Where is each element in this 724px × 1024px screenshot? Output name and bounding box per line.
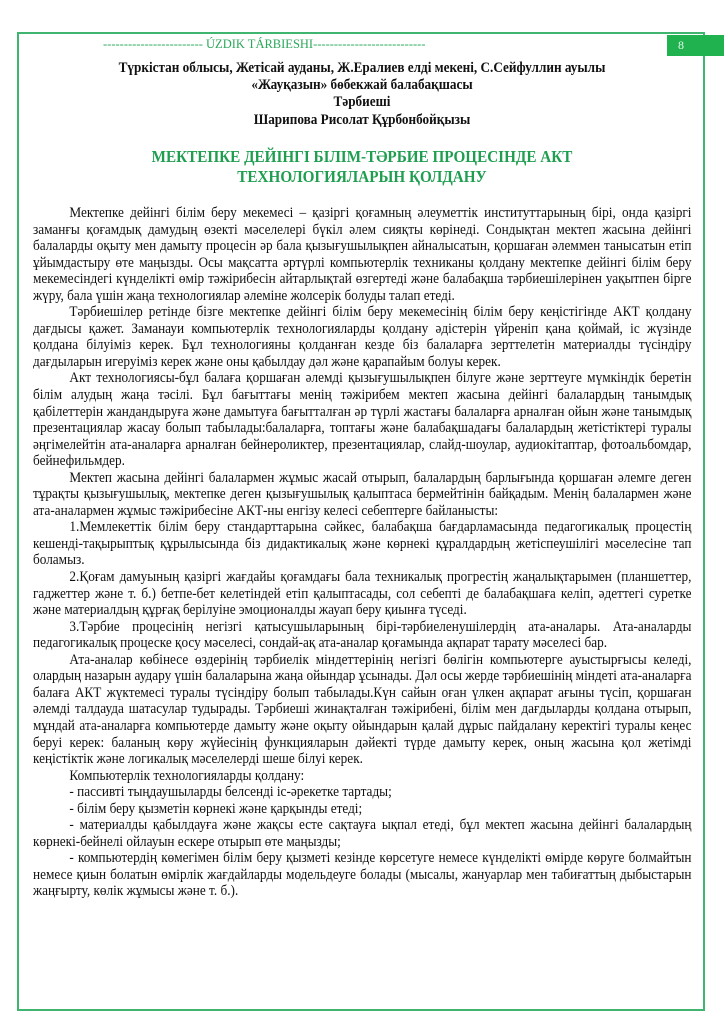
bullet-item: - материалды қабылдауға және жақсы есте сақтауға ықпал етеді, бұл мектеп жасына дейінгі балалардың көрнекі-бейнелі ойлауын ескере отырып өте маңызды; (33, 817, 692, 850)
affiliation-location: Түркістан облысы, Жетісай ауданы, Ж.Ералиев елді мекені, С.Сейфуллин ауылы (118, 60, 606, 76)
title-line-1: МЕКТЕПКЕ ДЕЙІНГІ БІЛІМ-ТӘРБИЕ ПРОЦЕСІНДЕ АКТ (151, 147, 573, 166)
bullet-item: - компьютердің көмегімен білім беру қызметі кезінде көрсетуге немесе күнделікті өмірде көруге болмайтын немесе қиын болатын өмірлік жағдайларды модельдеуге болады (мысалы, жануарлар мен табиғаттың дыбыстарын жаңғырту, көлік жұмысы және т. б.). (33, 850, 692, 900)
affiliation-institution: «Жауқазын» бөбекжай балабақшасы (251, 77, 473, 94)
title-line-2: ТЕХНОЛОГИЯЛАРЫН ҚОЛДАНУ (237, 167, 487, 186)
body-paragraph: Мектеп жасына дейінгі балалармен жұмыс жасай отырып, балалардың барлығында қоршаған әлемге деген тұрақты қызығушылық, мектепке деген қызығушылық қалыптаса бермейтінін байқадым. Менің балалармен және ата-аналармен жұмыс тәжірибесіне АКТ-ны енгізу келесі себептерге байланысты: (33, 469, 692, 519)
body-paragraph: Тәрбиешілер ретінде бізге мектепке дейінгі білім беру мекемесінің білім беру кеңістігінде АКТ қолдану дағдысы қажет. Заманауи компьютерлік технологияларды қолдану әдістерін үйреніп қана қоймай, іс жүзінде қолдана білуіміз керек. Бұл технологияны қолданған кезде біз балаларға зерттелетін материалды түсіндіру дағдыларын игеруіміз керек және оны қабылдау дәл және қарапайым болуы керек. (33, 304, 692, 370)
body-paragraph: Мектепке дейінгі білім беру мекемесі – қазіргі қоғамның әлеуметтік институттарының бірі, онда қазіргі заманғы қоғамдық дамудың өзекті мәселелері бүкіл әлем сияқты көрінеді. Сондықтан мектеп жасына дейінгі балаларды оқыту мен дамыту процесін әр бала қызығушылықпен айналысатын, қоршаған әлеммен танысатын етіп ұйымдастыру өте маңызды. Осы мақсатта әртүрлі компьютерлік техниканы қолдану мектепке дейінгі білім беру мекемесіндегі күнделікті өмір тәжірибесін айтарлықтай өзгертеді және балабақша тәрбиешілерінен уақытпен бірге жүру, бала үшін жаңа технологиялар әлеміне жолсерік болуды талап етеді. (33, 205, 692, 304)
numbered-item-2: 2.Қоғам дамуының қазіргі жағдайы қоғамдағы бала техникалық прогрестің жаңалықтарымен (планшеттер, гаджеттер және т. б.) бетпе-бет келетіндей етіп қалыптасады, сол себепті де балабақшаға келіп, әдеттегі суретке және материалдың құрғақ берілуіне эмоционалды жауап беру қиынға түседі. (33, 569, 692, 619)
page-number: 8 (678, 38, 684, 52)
numbered-item-3: 3.Тәрбие процесінің негізгі қатысушыларының бірі-тәрбиеленушілердің ата-аналары. Ата-аналарды педагогикалық процеске қосу мәселесі, сондай-ақ ата-аналар қоғамында ақпарат тарату мәселесі бар. (33, 618, 692, 652)
author-affiliation-block (53, 60, 671, 129)
running-header: ------------------------ ÚZDIK TÁRBIESHI--------------------------- (103, 37, 426, 51)
author-position: Тәрбиеші (333, 94, 391, 111)
body-paragraph: Акт технологиясы-бұл балаға қоршаған әлемді қызығушылықпен білуге және зерттеуге мүмкіндік беретін білім алудың жаңа тәсілі. Бұл бағыттағы менің тәжірибем мектеп жасына дейінгі балалардың танымдық қабілеттерін жандандыруға және дамытуға бағытталған әр түрлі жастағы балаларға арналған ойын және танымдық презентациялар жасау болып табылады:балаларға, топтағы және балабақшадағы балалардың жетістіктері туралы әңгімелейтін ата-аналарға арналған бейнероликтер, презентациялар, слайд-шоулар, аудиокітаптар, фотоальбомдар, бейнефильмдер. (33, 370, 692, 470)
author-name: Шарипова Рисолат Құрбонбойқызы (253, 111, 471, 128)
article-title (57, 147, 668, 187)
numbered-item-1: 1.Мемлекеттік білім беру стандарттарына сәйкес, балабақша бағдарламасында педагогикалық процестің кешенді-тақырыптық құрылысында біз дидактикалық және көрнекі құралдардың жетіспеушілігі мәселесіне тап боламыз. (33, 519, 692, 569)
body-paragraph: Ата-аналар көбінесе өздерінің тәрбиелік міндеттерінің негізгі бөлігін компьютерге ауыстырғысы келеді, олардың назарын аудару үшін балаларына жаңа ойындар ұсынады. Дәл осы жерде тәрбиешінің міндеті ата-аналарға балаға АКТ жүктемесі туралы түсіндіру болып табылады.Күн сайын оған үлкен ақпарат ағыны түсіп, қоршаған әлемді талдауда шатасулар тудырады. Тәрбиеші жинақталған тәжірибені, білім мен дағдыларды қолдана отырып, мұндай ата-аналарға компьютерде дамыту және оқыту ойындарын қалай дұрыс пайдалану керектігі туралы кеңес беруі керек: баланың көру жүйесінің функцияларын дәйекті түрде дамыту керек, оның жасына қол жетімді кеңістіктік және логикалық мәселелерді шеше білуі керек. (33, 651, 692, 768)
page-number-badge (667, 35, 724, 56)
list-intro: Компьютерлік технологияларды қолдану: (69, 767, 305, 784)
article-body (33, 205, 691, 900)
bullet-item: - білім беру қызметін көрнекі және қарқынды етеді; (69, 800, 363, 817)
bullet-item: - пассивті тыңдаушыларды белсенді іс-әрекетке тартады; (69, 784, 392, 801)
